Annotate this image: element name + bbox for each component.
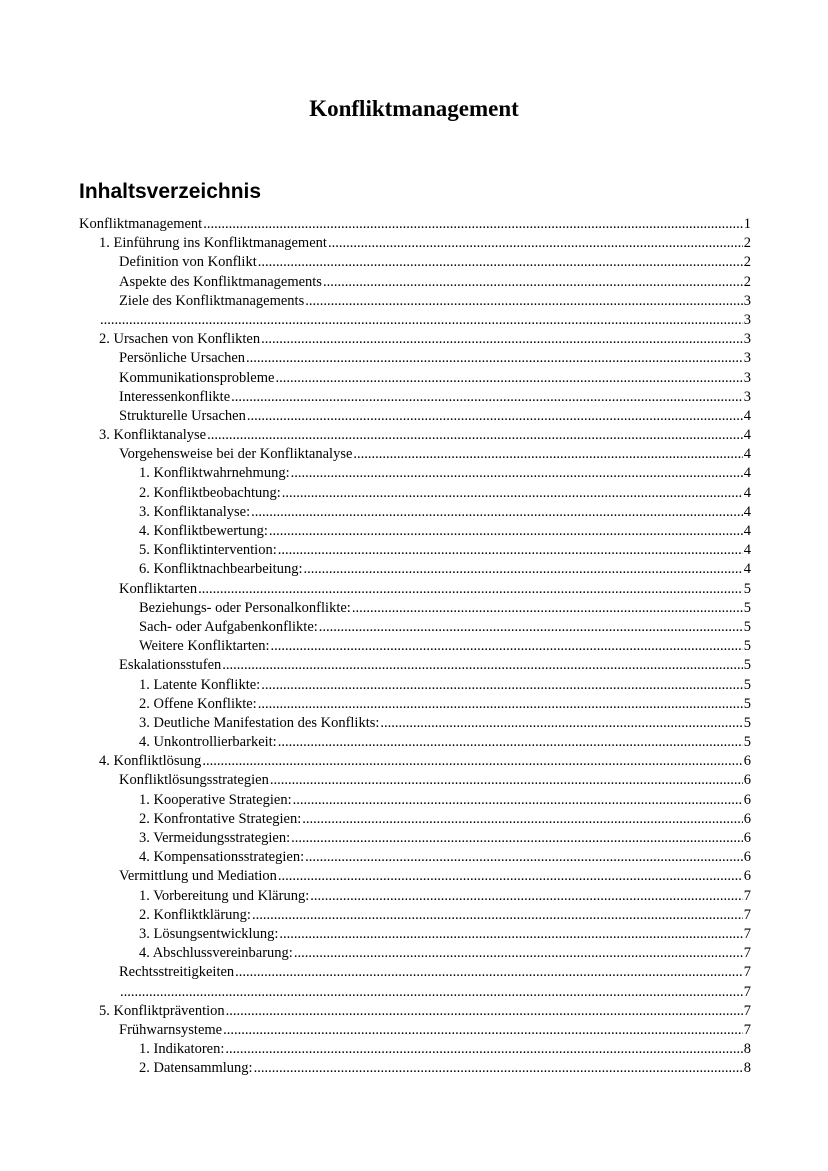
toc-entry-page-number: 7 — [743, 1002, 751, 1019]
toc-entry[interactable] — [79, 810, 751, 829]
toc-dot-leader — [291, 464, 743, 483]
toc-entry[interactable] — [79, 599, 751, 618]
toc-entry-title: 2. Konfliktbeobachtung: — [139, 484, 281, 501]
toc-entry[interactable] — [79, 983, 751, 1002]
toc-entry[interactable] — [79, 330, 751, 349]
toc-entry-title: 1. Latente Konflikte: — [139, 676, 261, 693]
toc-entry[interactable] — [79, 273, 751, 292]
toc-entry-page-number: 5 — [743, 714, 751, 731]
toc-dot-leader — [278, 733, 743, 752]
toc-dot-leader — [271, 637, 743, 656]
toc-dot-leader — [251, 503, 743, 522]
toc-entry-title: 5. Konfliktprävention — [99, 1002, 225, 1019]
toc-dot-leader — [254, 1059, 743, 1078]
toc-entry-page-number: 5 — [743, 580, 751, 597]
toc-entry-title: Beziehungs- oder Personalkonflikte: — [139, 599, 351, 616]
toc-entry[interactable] — [79, 714, 751, 733]
toc-dot-leader — [291, 829, 743, 848]
toc-dot-leader — [261, 676, 743, 695]
toc-dot-leader — [305, 848, 743, 867]
toc-entry[interactable] — [79, 484, 751, 503]
toc-entry-title: 1. Vorbereitung und Klärung: — [139, 887, 310, 904]
toc-entry-page-number: 5 — [743, 657, 751, 674]
toc-entry[interactable] — [79, 676, 751, 695]
toc-entry[interactable] — [79, 388, 751, 407]
toc-entry-page-number: 7 — [743, 983, 751, 1000]
toc-entry-page-number: 3 — [743, 292, 751, 309]
toc-entry-page-number: 6 — [743, 791, 751, 808]
toc-entry[interactable] — [79, 234, 751, 253]
toc-dot-leader — [302, 810, 742, 829]
toc-entry-page-number: 7 — [743, 945, 751, 962]
toc-entry[interactable] — [79, 944, 751, 963]
toc-entry-title: Konfliktarten — [119, 580, 198, 597]
toc-entry[interactable] — [79, 369, 751, 388]
toc-entry[interactable] — [79, 311, 751, 330]
toc-entry-title: Frühwarnsysteme — [119, 1021, 223, 1038]
toc-entry-page-number: 5 — [743, 638, 751, 655]
toc-entry-page-number: 4 — [743, 407, 751, 424]
toc-entry-title: Strukturelle Ursachen — [119, 407, 246, 424]
toc-dot-leader — [198, 580, 743, 599]
toc-entry[interactable] — [79, 733, 751, 752]
toc-entry-page-number: 8 — [743, 1041, 751, 1058]
toc-dot-leader — [293, 791, 743, 810]
toc-entry[interactable] — [79, 771, 751, 790]
toc-entry-page-number: 7 — [743, 887, 751, 904]
toc-entry-title: Sach- oder Aufgabenkonflikte: — [139, 618, 318, 635]
toc-entry-title: 4. Kompensationsstrategien: — [139, 849, 305, 866]
toc-entry-page-number: 2 — [743, 273, 751, 290]
toc-entry-title: 4. Konfliktlösung — [99, 753, 202, 770]
toc-dot-leader — [319, 618, 743, 637]
toc-entry-title: Kommunikationsprobleme — [119, 369, 275, 386]
toc-dot-leader — [353, 445, 742, 464]
toc-entry-title: 3. Konfliktanalyse: — [139, 503, 251, 520]
toc-entry-page-number: 5 — [743, 599, 751, 616]
toc-entry-page-number: 4 — [743, 446, 751, 463]
toc-entry-title: 4. Abschlussvereinbarung: — [139, 945, 293, 962]
toc-entry[interactable] — [79, 349, 751, 368]
toc-entry-title: 5. Konfliktintervention: — [139, 542, 277, 559]
toc-entry-page-number: 6 — [743, 849, 751, 866]
toc-entry-title: Vorgehensweise bei der Konfliktanalyse — [119, 446, 353, 463]
toc-entry-page-number: 5 — [743, 695, 751, 712]
toc-dot-leader — [246, 349, 743, 368]
toc-dot-leader — [305, 292, 743, 311]
toc-entry[interactable] — [79, 695, 751, 714]
toc-entry-title: Persönliche Ursachen — [119, 350, 246, 367]
document-title: Konfliktmanagement — [309, 96, 519, 121]
toc-entry[interactable] — [79, 292, 751, 311]
toc-entry[interactable] — [79, 522, 751, 541]
toc-entry[interactable] — [79, 1059, 751, 1078]
toc-dot-leader — [270, 771, 743, 790]
toc-entry-title: Rechtsstreitigkeiten — [119, 964, 235, 981]
toc-entry[interactable] — [79, 215, 751, 234]
toc-dot-leader — [275, 369, 742, 388]
toc-dot-leader — [258, 695, 743, 714]
toc-entry[interactable] — [79, 560, 751, 579]
toc-entry-page-number: 3 — [743, 331, 751, 348]
toc-dot-leader — [225, 1040, 742, 1059]
toc-entry[interactable] — [79, 426, 751, 445]
toc-entry-title: 1. Indikatoren: — [139, 1041, 225, 1058]
toc-entry[interactable] — [79, 464, 751, 483]
toc-dot-leader — [303, 560, 742, 579]
toc-entry-title: 1. Kooperative Strategien: — [139, 791, 292, 808]
toc-entry[interactable] — [79, 580, 751, 599]
toc-dot-leader — [310, 887, 743, 906]
table-of-contents — [79, 215, 751, 1078]
toc-entry-page-number: 8 — [743, 1060, 751, 1077]
toc-entry-page-number: 3 — [743, 388, 751, 405]
toc-entry-page-number: 4 — [743, 427, 751, 444]
toc-entry[interactable] — [79, 503, 751, 522]
toc-entry-title: 2. Ursachen von Konflikten — [99, 331, 261, 348]
toc-entry-page-number: 5 — [743, 618, 751, 635]
toc-entry[interactable] — [79, 829, 751, 848]
toc-dot-leader — [282, 484, 743, 503]
toc-entry-title: 1. Konfliktwahrnehmung: — [139, 465, 290, 482]
toc-entry-title: 4. Konfliktbewertung: — [139, 523, 268, 539]
toc-entry-title: Aspekte des Konfliktmanagements — [119, 273, 322, 290]
toc-entry-page-number: 4 — [743, 465, 751, 482]
toc-dot-leader — [223, 1021, 743, 1040]
toc-entry-page-number: 6 — [743, 772, 751, 789]
toc-entry[interactable] — [79, 925, 751, 944]
toc-entry[interactable] — [79, 791, 751, 810]
toc-dot-leader — [120, 983, 743, 1002]
toc-entry[interactable] — [79, 1040, 751, 1059]
toc-entry-page-number: 6 — [743, 810, 751, 827]
toc-entry-page-number: 4 — [743, 503, 751, 520]
toc-dot-leader — [269, 522, 743, 541]
toc-entry-title: Vermittlung und Mediation — [119, 868, 277, 885]
toc-entry-page-number: 7 — [743, 964, 751, 981]
toc-entry-title: 2. Konfliktklärung: — [139, 906, 251, 923]
toc-entry[interactable] — [79, 848, 751, 867]
toc-dot-leader — [226, 1002, 743, 1021]
toc-dot-leader — [278, 867, 743, 886]
toc-entry[interactable] — [79, 407, 751, 426]
toc-dot-leader — [231, 388, 743, 407]
toc-entry-title: Weitere Konfliktarten: — [139, 638, 270, 655]
toc-entry-page-number: 3 — [743, 311, 751, 328]
toc-entry-title: Ziele des Konfliktmanagements — [119, 292, 305, 309]
toc-entry-page-number: 7 — [743, 925, 751, 942]
toc-entry[interactable] — [79, 618, 751, 637]
toc-heading: Inhaltsverzeichnis — [79, 180, 262, 203]
toc-entry-page-number: 5 — [743, 734, 751, 751]
toc-dot-leader — [294, 944, 743, 963]
toc-dot-leader — [261, 330, 743, 349]
toc-entry-page-number: 4 — [743, 484, 751, 501]
toc-entry[interactable] — [79, 867, 751, 886]
toc-entry-page-number: 4 — [743, 561, 751, 578]
toc-entry-title: Definition von Konflikt — [119, 254, 257, 271]
toc-entry-title: 3. Konfliktanalyse — [99, 427, 207, 444]
toc-dot-leader — [323, 273, 743, 292]
toc-entry-page-number: 7 — [743, 1021, 751, 1038]
toc-dot-leader — [328, 234, 743, 253]
toc-entry-page-number: 3 — [743, 350, 751, 367]
toc-dot-leader — [247, 407, 743, 426]
toc-entry-page-number: 6 — [743, 753, 751, 770]
toc-entry[interactable] — [79, 752, 751, 771]
toc-entry[interactable] — [79, 637, 751, 656]
toc-entry-title: 2. Datensammlung: — [139, 1060, 253, 1077]
toc-dot-leader — [252, 906, 743, 925]
toc-entry-page-number: 4 — [743, 542, 751, 559]
toc-entry-page-number: 2 — [743, 235, 751, 252]
toc-entry-page-number: 6 — [743, 830, 751, 846]
toc-dot-leader — [207, 426, 743, 445]
toc-entry-page-number: 7 — [743, 906, 751, 923]
toc-entry-title: Eskalationsstufen — [119, 657, 222, 674]
toc-entry-page-number: 2 — [743, 254, 751, 271]
toc-dot-leader — [203, 215, 743, 234]
toc-dot-leader — [279, 925, 742, 944]
toc-dot-leader — [278, 541, 743, 560]
toc-entry-title: 4. Unkontrollierbarkeit: — [139, 734, 277, 751]
toc-entry-page-number: 6 — [743, 868, 751, 885]
toc-entry-page-number: 1 — [743, 216, 751, 232]
toc-entry-page-number: 5 — [743, 676, 751, 693]
toc-dot-leader — [202, 752, 742, 771]
toc-entry-title: 3. Deutliche Manifestation des Konflikts: — [139, 714, 380, 731]
toc-dot-leader — [380, 714, 742, 733]
toc-entry-title: Konfliktlösungsstrategien — [119, 772, 269, 789]
toc-entry-page-number: 3 — [743, 369, 751, 386]
toc-dot-leader — [258, 253, 743, 272]
toc-entry[interactable] — [79, 253, 751, 272]
toc-dot-leader — [352, 599, 743, 618]
toc-entry-title: 3. Lösungsentwicklung: — [139, 925, 279, 942]
toc-entry[interactable] — [79, 1002, 751, 1021]
toc-dot-leader — [100, 311, 743, 330]
toc-entry[interactable] — [79, 906, 751, 925]
toc-entry[interactable] — [79, 541, 751, 560]
toc-entry-title: 6. Konfliktnachbearbeitung: — [139, 561, 303, 578]
toc-dot-leader — [222, 656, 742, 675]
toc-entry[interactable] — [79, 656, 751, 675]
toc-entry[interactable] — [79, 1021, 751, 1040]
toc-entry-title: 2. Offene Konflikte: — [139, 695, 257, 712]
toc-entry[interactable] — [79, 445, 751, 464]
toc-entry-title: 2. Konfrontative Strategien: — [139, 810, 302, 827]
toc-entry[interactable] — [79, 887, 751, 906]
toc-entry-title: 3. Vermeidungsstrategien: — [139, 830, 291, 846]
toc-entry-title: 1. Einführung ins Konfliktmanagement — [99, 235, 327, 252]
toc-dot-leader — [235, 963, 743, 982]
toc-entry[interactable] — [79, 963, 751, 982]
toc-entry-title: Interessenkonflikte — [119, 388, 231, 405]
toc-entry-page-number: 4 — [743, 523, 751, 539]
toc-entry-title: Konfliktmanagement — [79, 216, 203, 232]
